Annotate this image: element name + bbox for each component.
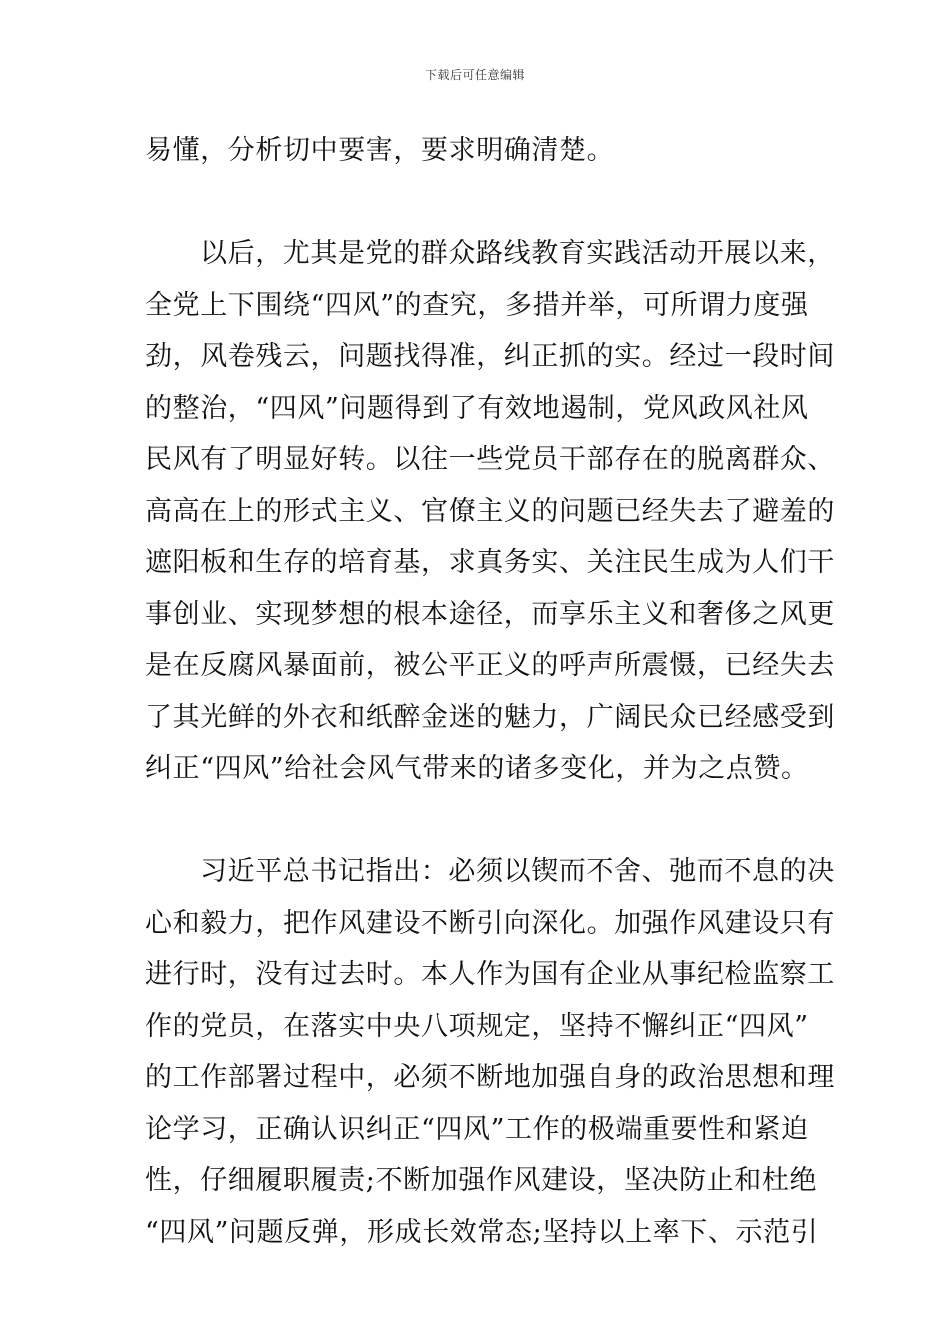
- paragraph-line: 遮阳板和生存的培育基，求真务实、关注民生成为人们干: [145, 547, 835, 578]
- paragraph-line: 纠正“四风”给社会风气带来的诸多变化，并为之点赞。: [145, 753, 809, 784]
- paragraph-line: 了其光鲜的外衣和纸醉金迷的魅力，广阔民众已经感受到: [145, 701, 835, 733]
- paragraph-line: 习近平总书记指出：必须以锲而不舍、弛而不息的决: [200, 856, 835, 887]
- paragraph-line: 的工作部署过程中，必须不断地加强自身的政治思想和理: [145, 1062, 835, 1093]
- paragraph-line: 作的党员，在落实中央八项规定，坚持不懈纠正“四风”: [145, 1010, 809, 1042]
- paragraph-line: 以后，尤其是党的群众路线教育实践活动开展以来，: [200, 238, 835, 269]
- page-header: 下载后可任意编辑: [424, 68, 525, 82]
- paragraph-gap: [145, 795, 810, 847]
- paragraph-line: 劲，风卷残云，问题找得准，纠正抓的实。经过一段时间: [145, 341, 835, 372]
- paragraph-line: 是在反腐风暴面前，被公平正义的呼声所震慑，已经失去: [145, 650, 835, 681]
- paragraph-line: 心和毅力，把作风建设不断引向深化。加强作风建设只有: [145, 907, 835, 939]
- paragraph-line: 的整治，“四风”问题得到了有效地遏制，党风政风社风: [145, 392, 809, 424]
- paragraph-line: 高高在上的形式主义、官僚主义的问题已经失去了避羞的: [145, 495, 835, 527]
- paragraph-line: 性，仔细履职履责;不断加强作风建设，坚决防止和杜绝: [145, 1165, 818, 1196]
- paragraph-1: [145, 125, 810, 177]
- paragraph-2: [145, 228, 835, 795]
- paragraph-line: 论学习，正确认识纠正“四风”工作的极端重要性和紧迫: [145, 1113, 809, 1145]
- paragraph-line: 事创业、实现梦想的根本途径，而享乐主义和奢侈之风更: [145, 598, 835, 630]
- paragraph-line: 进行时，没有过去时。本人作为国有企业从事纪检监察工: [145, 959, 835, 990]
- paragraph-line: 易懂，分析切中要害，要求明确清楚。: [145, 135, 615, 166]
- paragraph-line: 全党上下围绕“四风”的查究，多措并举，可所谓力度强: [145, 289, 809, 321]
- paragraph-3: [145, 846, 835, 1258]
- paragraph-line: 民风有了明显好转。以往一些党员干部存在的脱离群众、: [145, 444, 835, 475]
- paragraph-gap: [145, 177, 810, 229]
- document-body: [145, 125, 835, 1258]
- paragraph-line: “四风”问题反弹，形成长效常态;坚持以上率下、示范引: [145, 1216, 819, 1248]
